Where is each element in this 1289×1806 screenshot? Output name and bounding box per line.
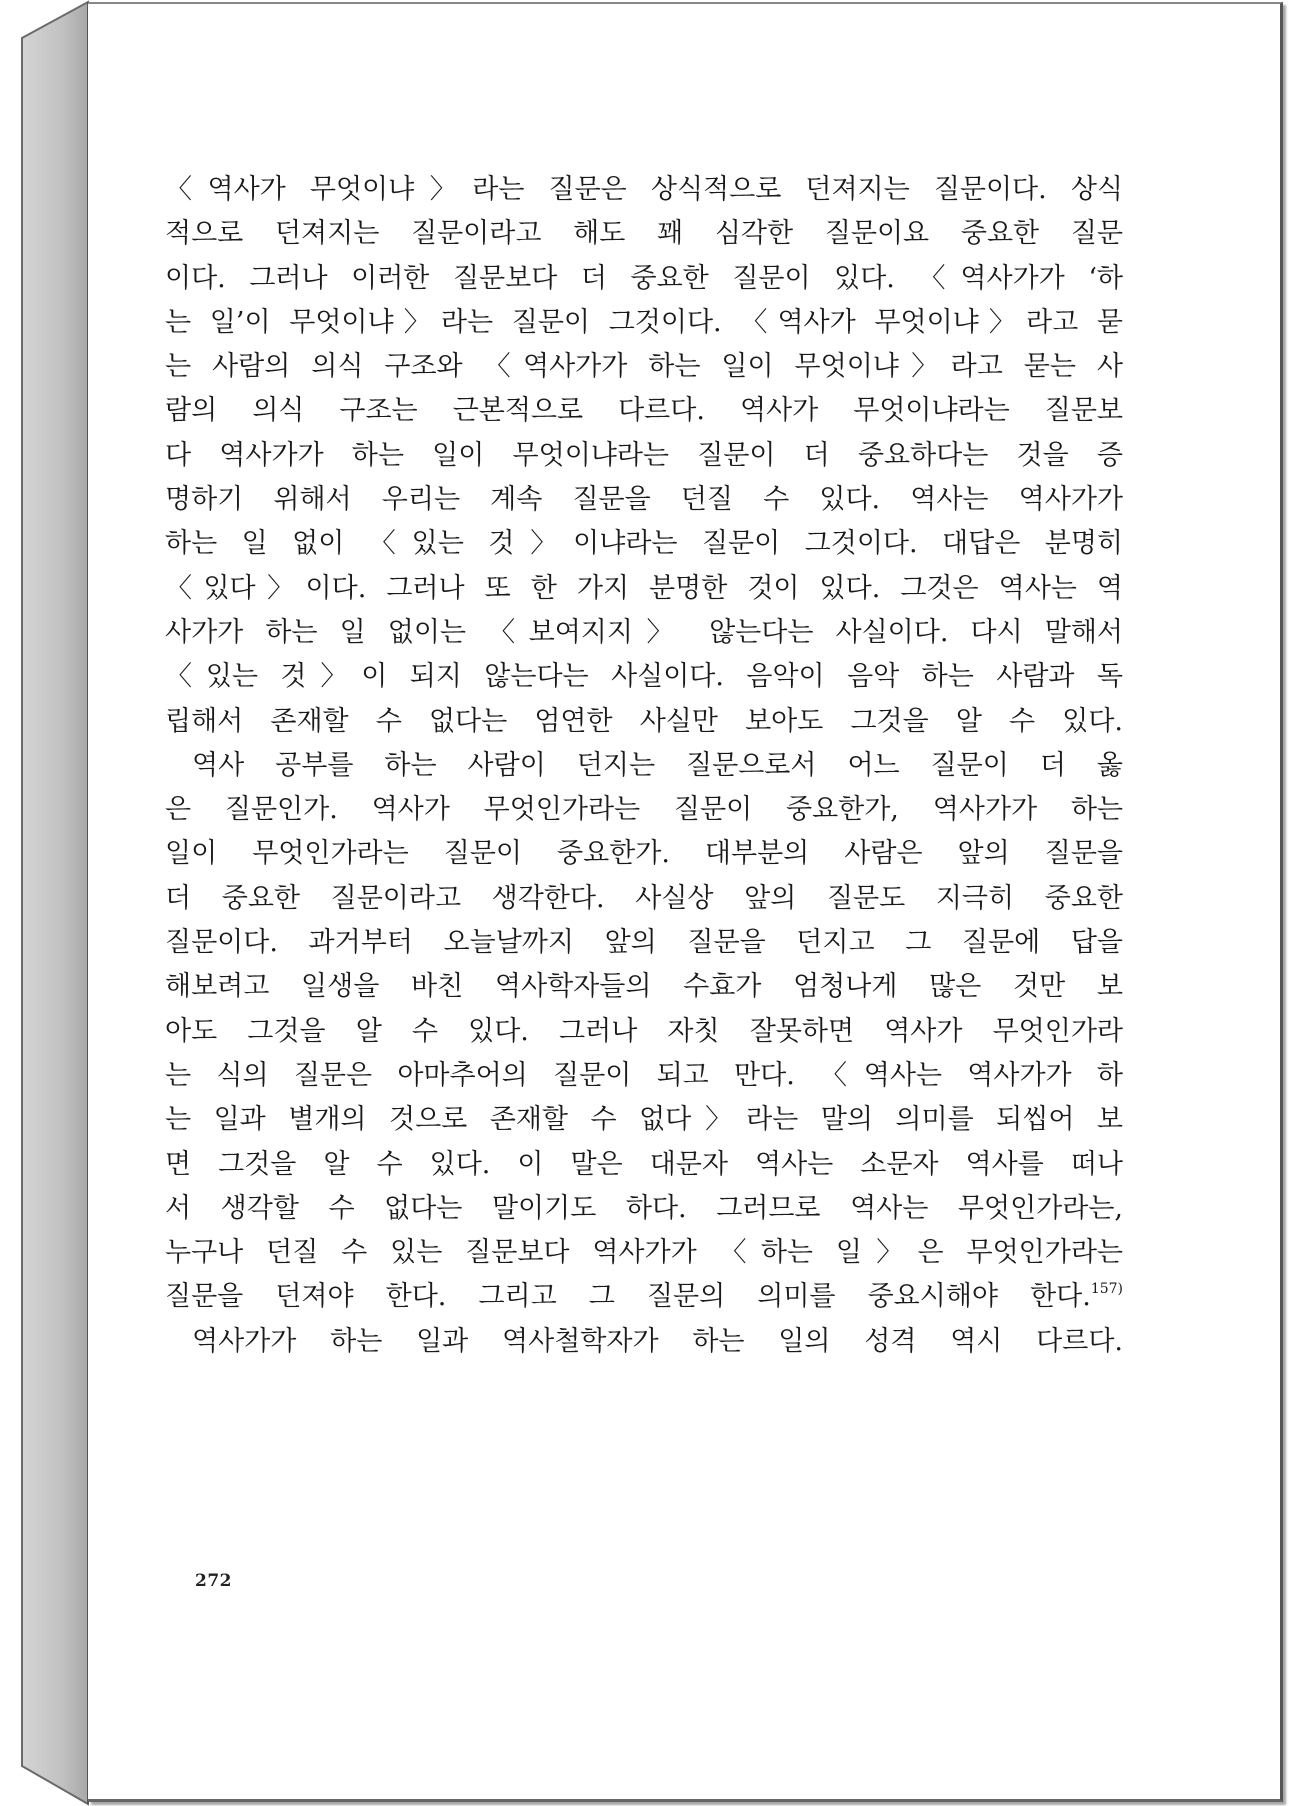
text-line: 이다. 그러나 이러한 질문보다 더 중요한 질문이 있다. 〈역사가가 ‘하: [165, 262, 1123, 294]
footnote-reference: 157): [1090, 1281, 1123, 1298]
book-spine: [0, 0, 96, 1806]
text-line: 질문을 던져야 한다. 그리고 그 질문의 의미를 중요시해야 한다.: [165, 1281, 1091, 1313]
page-number: 272: [195, 1571, 232, 1591]
text-line: 는 식의 질문은 아마추어의 질문이 되고 만다. 〈역사는 역사가가 하: [165, 1059, 1123, 1091]
text-line: 사가가 하는 일 없이는 〈보여지지〉 않는다는 사실이다. 다시 말해서: [165, 616, 1123, 648]
text-line: 립해서 존재할 수 없다는 엄연한 사실만 보아도 그것을 알 수 있다.: [165, 705, 1123, 737]
text-line: 〈있는 것〉이 되지 않는다는 사실이다. 음악이 음악 하는 사람과 독: [165, 661, 1123, 693]
text-line: 〈역사가 무엇이냐〉라는 질문은 상식적으로 던져지는 질문이다. 상식: [165, 174, 1123, 205]
text-line: 〈있다〉이다. 그러나 또 한 가지 분명한 것이 있다. 그것은 역사는 역: [165, 572, 1123, 604]
text-line: 적으로 던져지는 질문이라고 해도 꽤 심각한 질문이요 중요한 질문: [165, 218, 1123, 250]
text-line-with-footnote: [165, 1275, 1123, 1319]
text-line: 하는 일 없이 〈있는 것〉이냐라는 질문이 그것이다. 대답은 분명히: [165, 528, 1123, 560]
text-line: 질문이다. 과거부터 오늘날까지 앞의 질문을 던지고 그 질문에 답을: [165, 927, 1123, 959]
text-line: 면 그것을 알 수 있다. 이 말은 대문자 역사는 소문자 역사를 떠나: [165, 1148, 1123, 1180]
body-text: [165, 168, 1123, 1364]
text-line: 명하기 위해서 우리는 계속 질문을 던질 수 있다. 역사는 역사가가: [165, 484, 1123, 516]
text-line: 역사가가 하는 일과 역사철학자가 하는 일의 성격 역시 다르다.: [192, 1325, 1123, 1357]
text-line: 는 사람의 의식 구조와 〈역사가가 하는 일이 무엇이냐〉라고 묻는 사: [165, 351, 1123, 383]
text-line: 서 생각할 수 없다는 말이기도 하다. 그러므로 역사는 무엇인가라는,: [165, 1192, 1123, 1224]
text-line: 일이 무엇인가라는 질문이 중요한가. 대부분의 사람은 앞의 질문을: [165, 838, 1123, 870]
book-spine-graphic: [0, 0, 96, 1806]
text-line: 은 질문인가. 역사가 무엇인가라는 질문이 중요한가, 역사가가 하는: [165, 794, 1123, 826]
text-line: 람의 의식 구조는 근본적으로 다르다. 역사가 무엇이냐라는 질문보: [165, 395, 1123, 427]
text-line: 는 일과 별개의 것으로 존재할 수 없다〉라는 말의 의미를 되씹어 보: [165, 1104, 1123, 1136]
text-line: 누구나 던질 수 있는 질문보다 역사가가 〈하는 일〉은 무엇인가라는: [165, 1237, 1123, 1269]
text-line: 해보려고 일생을 바친 역사학자들의 수효가 엄청나게 많은 것만 보: [165, 971, 1123, 1003]
text-line: 더 중요한 질문이라고 생각한다. 사실상 앞의 질문도 지극히 중요한: [165, 882, 1123, 914]
text-line: 다 역사가가 하는 일이 무엇이냐라는 질문이 더 중요하다는 것을 증: [165, 439, 1123, 471]
text-line: 는 일’이 무엇이냐〉라는 질문이 그것이다. 〈역사가 무엇이냐〉라고 묻: [165, 306, 1123, 338]
text-line: 역사 공부를 하는 사람이 던지는 질문으로서 어느 질문이 더 옳: [192, 749, 1123, 781]
text-line: 아도 그것을 알 수 있다. 그러나 자칫 잘못하면 역사가 무엇인가라: [165, 1015, 1123, 1047]
